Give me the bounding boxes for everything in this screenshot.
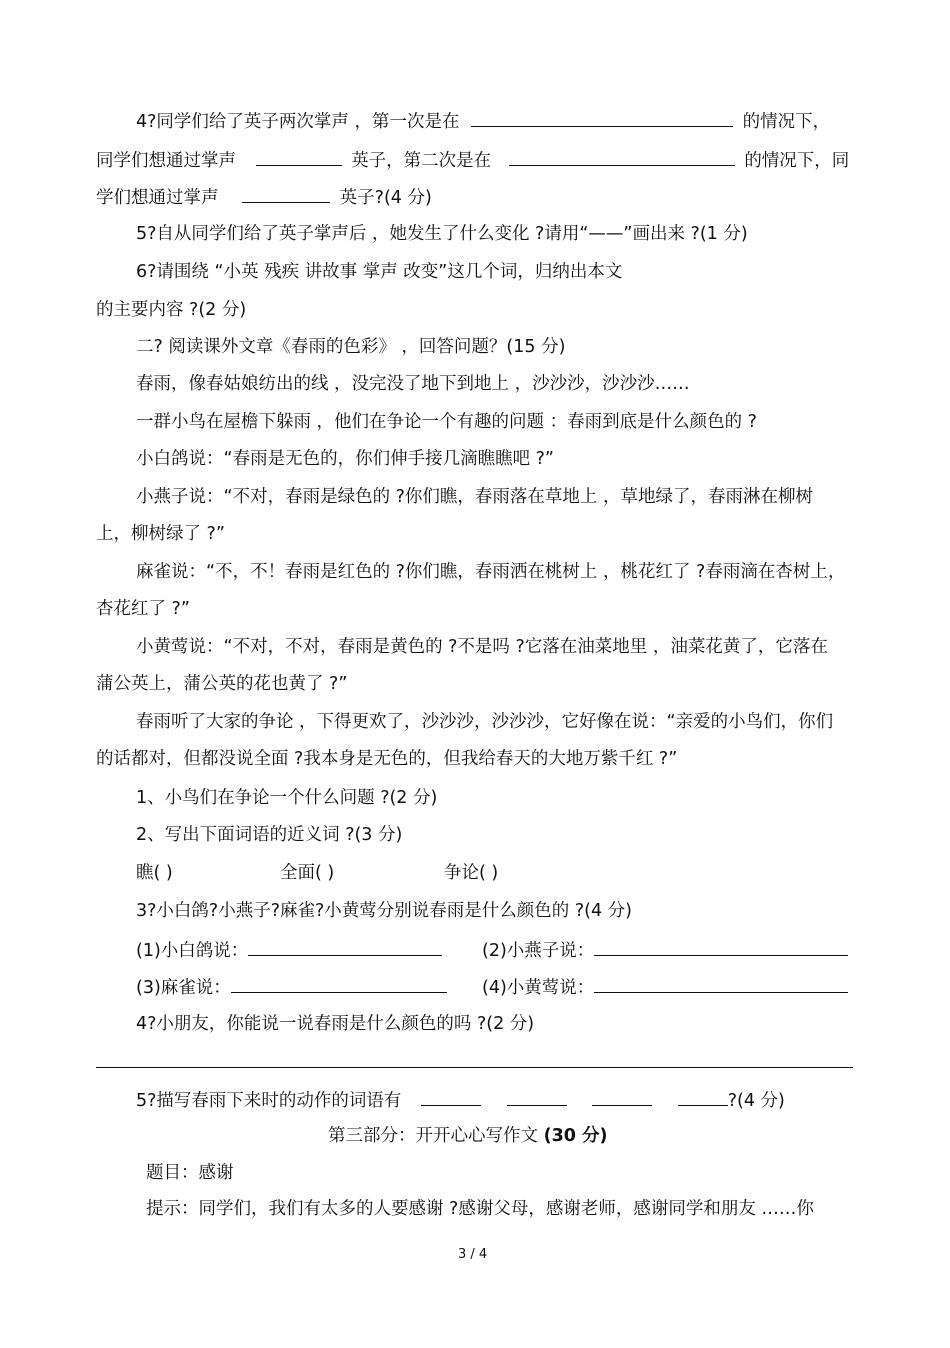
answer-blank[interactable]	[231, 974, 447, 993]
answer-blank[interactable]	[509, 147, 735, 166]
q6-line2: 的主要内容 ?(2 分)	[96, 300, 247, 320]
answer-blank[interactable]	[592, 1087, 652, 1106]
answer-label-1: (1)小白鸽说：	[136, 941, 249, 961]
passage-line: 杏花红了 ?”	[96, 599, 190, 619]
passage-line: 小燕子说：“不对，春雨是绿色的 ?你们瞧，春雨落在草地上 ，草地绿了，春雨淋在柳树	[136, 487, 813, 507]
passage-line: 的话都对，但都没说全面 ?我本身是无色的，但我给春天的大地万紫千红 ?”	[96, 749, 678, 769]
question-5-score: ?(4 分)	[727, 1091, 785, 1111]
part3-score: (30 分)	[543, 1126, 608, 1146]
page-number: 3 / 4	[458, 1247, 488, 1262]
answer-line-4	[482, 974, 848, 1000]
question-5	[136, 1087, 785, 1113]
answer-line-1	[136, 937, 442, 963]
part3-heading	[328, 1124, 608, 1148]
answer-label-3: (3)麻雀说：	[136, 978, 231, 998]
q4-text-2: 的情况下，	[742, 112, 831, 132]
q4-line3	[96, 184, 432, 210]
part3-title: 第三部分：开开心心写作文	[328, 1126, 538, 1146]
q4-text-6: 学们想通过掌声	[96, 188, 219, 208]
answer-blank[interactable]	[507, 1087, 567, 1106]
passage-line: 一群小鸟在屋檐下躲雨 ，他们在争论一个有趣的问题 ：春雨到底是什么颜色的 ?	[136, 412, 757, 432]
answer-rule[interactable]	[96, 1067, 853, 1068]
synonym-word-1: 瞧( )	[136, 863, 173, 883]
passage-line: 春雨，像春姑娘纺出的线 ，没完没了地下到地上 ，沙沙沙，沙沙沙……	[136, 374, 690, 394]
passage-line: 上，柳树绿了 ?”	[96, 524, 225, 544]
answer-blank[interactable]	[248, 937, 442, 956]
question-5-text: 5?描写春雨下来时的动作的词语有	[136, 1091, 402, 1111]
q6-line1: 6?请围绕 “小英 残疾 讲故事 掌声 改变”这几个词，归纳出本文	[136, 262, 623, 282]
q4-text-3: 同学们想通过掌声	[96, 151, 236, 171]
answer-line-3	[136, 974, 447, 1000]
q5-text: 5?自从同学们给了英子掌声后 ，她发生了什么变化 ?请用“——”画出来 ?(1 分)	[136, 224, 748, 244]
answer-line-2	[482, 937, 848, 963]
answer-blank[interactable]	[421, 1087, 481, 1106]
passage-line: 春雨听了大家的争论 ，下得更欢了，沙沙沙，沙沙沙，它好像在说：“亲爱的小鸟们，你们	[136, 712, 834, 732]
essay-topic: 题目：感谢	[146, 1163, 234, 1183]
answer-blank[interactable]	[256, 147, 342, 166]
synonym-word-2: 全面( )	[280, 863, 335, 883]
answer-blank[interactable]	[594, 937, 848, 956]
section2-heading: 二? 阅读课外文章《春雨的色彩》 ，回答问题？(15 分)	[136, 337, 566, 357]
q4-text-7: 英子?(4 分)	[339, 188, 432, 208]
passage-line: 小黄莺说：“不对，不对，春雨是黄色的 ?不是吗 ?它落在油菜地里 ，油菜花黄了，它落在	[136, 637, 828, 657]
q4-text-1: 4?同学们给了英子两次掌声 ，第一次是在	[136, 112, 460, 132]
answer-blank[interactable]	[242, 184, 330, 203]
passage-line: 蒲公英上，蒲公英的花也黄了 ?”	[96, 674, 348, 694]
answer-blank[interactable]	[594, 974, 848, 993]
answer-label-2: (2)小燕子说：	[482, 941, 595, 961]
question-4: 4?小朋友，你能说一说春雨是什么颜色的吗 ?(2 分)	[136, 1014, 535, 1034]
passage-line: 麻雀说：“不，不！春雨是红色的 ?你们瞧，春雨洒在桃树上 ，桃花红了 ?春雨滴在杏树上，	[136, 562, 846, 582]
q4-line2	[96, 147, 849, 173]
synonym-word-3: 争论( )	[444, 863, 499, 883]
essay-hint: 提示：同学们，我们有太多的人要感谢 ?感谢父母，感谢老师，感谢同学和朋友 ……你	[146, 1199, 814, 1219]
question-1: 1、小鸟们在争论一个什么问题 ?(2 分)	[136, 788, 438, 808]
question-2: 2、写出下面词语的近义词 ?(3 分)	[136, 825, 403, 845]
answer-blank[interactable]	[678, 1087, 728, 1106]
q4-line1	[136, 108, 830, 134]
answer-label-4: (4)小黄莺说：	[482, 978, 595, 998]
answer-blank[interactable]	[471, 108, 733, 127]
question-3: 3?小白鸽?小燕子?麻雀?小黄莺分别说春雨是什么颜色的 ?(4 分)	[136, 901, 632, 921]
q4-text-5: 的情况下，同	[744, 151, 850, 171]
passage-line: 小白鸽说：“春雨是无色的，你们伸手接几滴瞧瞧吧 ?”	[136, 449, 554, 469]
q4-text-4: 英子，第二次是在	[351, 151, 492, 171]
